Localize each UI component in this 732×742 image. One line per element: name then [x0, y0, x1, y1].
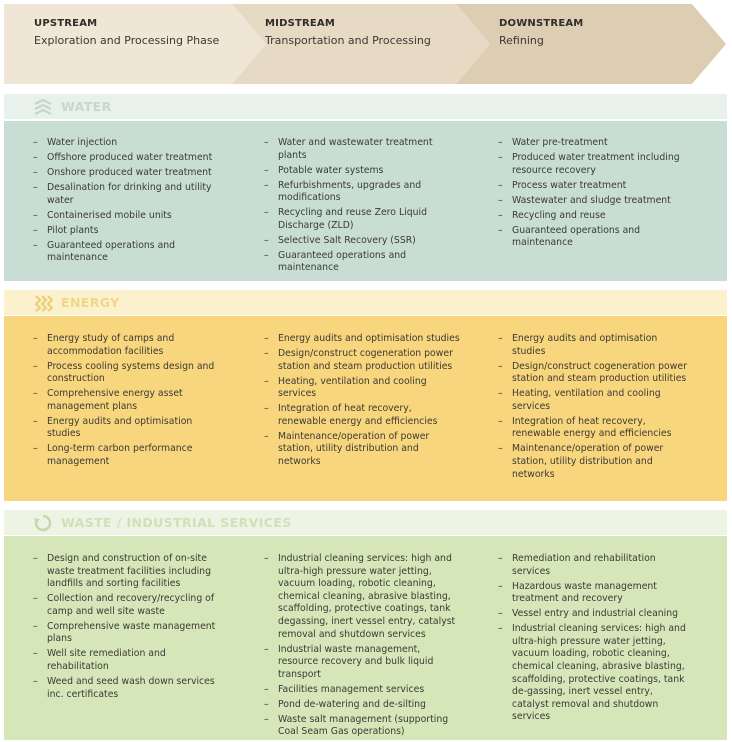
- bullet-dash: –: [33, 209, 38, 221]
- list-item-text: Energy audits and optimisation studies: [47, 415, 193, 440]
- section-header-energy: [4, 290, 727, 315]
- list-item-text: Industrial cleaning services: high and ultra-high pressure water jetting, vacuum loading, robotic cleaning, chemical cleaning, abrasive blasting, scaffolding, protective coatings, tank de-gassing, inert vessel entry, catalyst removal and shutdown services: [512, 623, 686, 723]
- stage-title: UPSTREAM: [34, 18, 98, 29]
- section-title: WATER: [61, 99, 112, 114]
- bullet-dash: –: [33, 648, 38, 660]
- list-item: [498, 210, 688, 223]
- list-item: [33, 593, 219, 618]
- list-item: [264, 403, 462, 428]
- bullet-dash: –: [264, 249, 269, 261]
- bullet-dash: –: [498, 443, 503, 455]
- list-item-text: Design/construct cogeneration power station and steam production utilities: [278, 347, 453, 372]
- water-downstream-list: [498, 137, 688, 252]
- chevron-downstream: [456, 4, 726, 84]
- list-item: [33, 676, 219, 701]
- bullet-dash: –: [264, 713, 269, 725]
- bullet-dash: –: [33, 239, 38, 251]
- section-title: WASTE / INDUSTRIAL SERVICES: [61, 515, 292, 530]
- bullet-dash: –: [264, 698, 269, 710]
- bullet-dash: –: [264, 207, 269, 219]
- bullet-dash: –: [498, 360, 503, 372]
- energy-upstream-list: [33, 333, 219, 471]
- water-upstream-list: [33, 137, 219, 267]
- bullet-dash: –: [264, 430, 269, 442]
- energy-midstream-list: [264, 333, 462, 471]
- list-item-text: Comprehensive waste management plans: [47, 620, 216, 645]
- list-item: [33, 182, 219, 207]
- list-item-text: Containerised mobile units: [47, 209, 172, 221]
- bullet-dash: –: [498, 388, 503, 400]
- list-item-text: Integration of heat recovery, renewable energy and efficiencies: [512, 415, 672, 440]
- list-item: [498, 361, 688, 386]
- bullet-dash: –: [264, 403, 269, 415]
- section-header-water: [4, 94, 727, 119]
- stage-upstream: [34, 18, 219, 47]
- list-item-text: Long-term carbon performance management: [47, 443, 193, 467]
- bullet-dash: –: [33, 224, 38, 236]
- list-item-text: Hazardous waste management treatment and recovery: [512, 580, 657, 605]
- list-item-text: Weed and seed wash down services inc. certificates: [47, 675, 215, 700]
- list-item-text: Industrial cleaning services: high and ultra-high pressure water jetting, vacuum loading, robotic cleaning, chemical cleaning, abrasive blasting, scaffolding, protective coatings, tank degassing, inert vessel entry, catalyst removal and shutdown services: [278, 553, 456, 640]
- list-item: [498, 333, 688, 358]
- list-item: [33, 416, 219, 441]
- list-item: [33, 240, 219, 265]
- bullet-dash: –: [264, 375, 269, 387]
- list-item: [264, 714, 462, 739]
- list-item-text: Pond de-watering and de-silting: [278, 698, 426, 710]
- list-item: [264, 348, 462, 373]
- bullet-dash: –: [33, 151, 38, 163]
- stage-subtitle: Refining: [499, 34, 544, 47]
- waste-upstream-list: [33, 553, 219, 703]
- bullet-dash: –: [33, 553, 38, 564]
- bullet-dash: –: [264, 179, 269, 191]
- list-item-text: Water injection: [47, 137, 118, 148]
- list-item-text: Industrial waste management, resource recovery and bulk liquid transport: [278, 643, 434, 680]
- waste-midstream-list: [264, 553, 462, 741]
- section-body-waste: [4, 536, 727, 740]
- bullet-dash: –: [33, 620, 38, 632]
- bullet-dash: –: [33, 166, 38, 178]
- bullet-dash: –: [33, 360, 38, 372]
- bullet-dash: –: [33, 333, 38, 344]
- list-item-text: Refurbishments, upgrades and modifications: [278, 179, 422, 204]
- list-item: [33, 137, 219, 150]
- list-item-text: Guaranteed operations and maintenance: [512, 224, 641, 249]
- energy-downstream-list: [498, 333, 688, 483]
- list-item-text: Design and construction of on-site waste treatment facilities including landfills and sorting facilities: [47, 553, 211, 590]
- bullet-dash: –: [33, 181, 38, 193]
- list-item: [264, 165, 462, 178]
- list-item: [264, 684, 462, 697]
- list-item-text: Well site remediation and rehabilitation: [47, 648, 166, 672]
- bullet-dash: –: [33, 415, 38, 427]
- list-item: [498, 225, 688, 250]
- list-item-text: Process cooling systems design and construction: [47, 360, 215, 385]
- list-item: [264, 250, 462, 275]
- list-item-text: Design/construct cogeneration power station and steam production utilities: [512, 360, 687, 385]
- energy-zigzag-icon: [32, 294, 54, 312]
- bullet-dash: –: [498, 580, 503, 592]
- list-item: [498, 623, 688, 724]
- list-item: [33, 388, 219, 413]
- list-item-text: Process water treatment: [512, 179, 627, 191]
- bullet-dash: –: [33, 443, 38, 455]
- stage-subtitle: Transportation and Processing: [265, 34, 431, 47]
- list-item-text: Comprehensive energy asset management plans: [47, 388, 183, 412]
- list-item-text: Recycling and reuse: [512, 209, 606, 221]
- list-item: [498, 443, 688, 481]
- list-item-text: Heating, ventilation and cooling services: [278, 375, 427, 400]
- list-item-text: Onshore produced water treatment: [47, 166, 212, 178]
- stage-midstream: [265, 18, 431, 47]
- bullet-dash: –: [264, 553, 269, 564]
- list-item: [264, 699, 462, 712]
- water-midstream-list: [264, 137, 462, 277]
- list-item: [33, 553, 219, 591]
- list-item: [264, 235, 462, 248]
- list-item-text: Vessel entry and industrial cleaning: [512, 608, 679, 620]
- bullet-dash: –: [498, 608, 503, 620]
- stage-title: DOWNSTREAM: [499, 18, 584, 29]
- section-title: ENERGY: [61, 295, 120, 310]
- list-item-text: Water pre-treatment: [512, 137, 608, 148]
- list-item: [264, 376, 462, 401]
- bullet-dash: –: [33, 388, 38, 400]
- list-item-text: Energy audits and optimisation studies: [512, 333, 658, 357]
- stage-downstream: [499, 18, 583, 47]
- section-body-water: [4, 121, 727, 281]
- list-item-text: Pilot plants: [47, 224, 99, 236]
- list-item-text: Guaranteed operations and maintenance: [278, 249, 407, 274]
- waste-downstream-list: [498, 553, 688, 726]
- list-item: [498, 581, 688, 606]
- bullet-dash: –: [498, 194, 503, 206]
- list-item: [498, 152, 688, 177]
- list-item: [264, 333, 462, 346]
- bullet-dash: –: [498, 137, 503, 148]
- bullet-dash: –: [264, 164, 269, 176]
- list-item-text: Offshore produced water treatment: [47, 151, 213, 163]
- list-item: [33, 443, 219, 468]
- list-item: [33, 648, 219, 673]
- bullet-dash: –: [264, 643, 269, 655]
- list-item: [498, 416, 688, 441]
- bullet-dash: –: [498, 415, 503, 427]
- list-item-text: Energy study of camps and accommodation facilities: [47, 333, 175, 357]
- list-item-text: Recycling and reuse Zero Liquid Discharge (ZLD): [278, 207, 427, 231]
- list-item-text: Collection and recovery/recycling of camp and well site waste: [47, 593, 215, 617]
- list-item: [33, 621, 219, 646]
- section-body-energy: [4, 316, 727, 501]
- list-item-text: Produced water treatment including resource recovery: [512, 151, 680, 176]
- list-item-text: Maintenance/operation of power station, utility distribution and networks: [278, 430, 430, 467]
- list-item: [264, 644, 462, 682]
- list-item: [498, 553, 688, 578]
- bullet-dash: –: [498, 333, 503, 344]
- list-item-text: Remediation and rehabilitation services: [512, 553, 656, 577]
- bullet-dash: –: [498, 623, 503, 635]
- list-item: [264, 207, 462, 232]
- list-item: [33, 333, 219, 358]
- list-item-text: Integration of heat recovery, renewable energy and efficiencies: [278, 403, 438, 427]
- bullet-dash: –: [498, 553, 503, 564]
- stage-subtitle: Exploration and Processing Phase: [34, 34, 220, 47]
- list-item-text: Potable water systems: [278, 164, 384, 176]
- list-item-text: Water and wastewater treatment plants: [278, 137, 433, 161]
- list-item: [498, 608, 688, 621]
- list-item-text: Energy audits and optimisation studies: [278, 333, 460, 344]
- bullet-dash: –: [498, 179, 503, 191]
- stage-title: MIDSTREAM: [265, 18, 336, 29]
- bullet-dash: –: [498, 209, 503, 221]
- list-item-text: Maintenance/operation of power station, utility distribution and networks: [512, 443, 664, 480]
- bullet-dash: –: [264, 137, 269, 148]
- list-item: [498, 388, 688, 413]
- list-item-text: Guaranteed operations and maintenance: [47, 239, 176, 264]
- bullet-dash: –: [33, 675, 38, 687]
- list-item-text: Wastewater and sludge treatment: [512, 194, 671, 206]
- list-item-text: Heating, ventilation and cooling services: [512, 388, 661, 412]
- list-item-text: Selective Salt Recovery (SSR): [278, 234, 416, 246]
- bullet-dash: –: [33, 593, 38, 605]
- bullet-dash: –: [264, 683, 269, 695]
- bullet-dash: –: [498, 224, 503, 236]
- list-item-text: Waste salt management (supporting Coal Seam Gas operations): [278, 713, 449, 738]
- list-item: [264, 180, 462, 205]
- recycle-circle-icon: [32, 514, 54, 532]
- list-item: [498, 137, 688, 150]
- list-item-text: Facilities management services: [278, 683, 425, 695]
- list-item: [498, 195, 688, 208]
- list-item-text: Desalination for drinking and utility water: [47, 181, 212, 206]
- bullet-dash: –: [498, 151, 503, 163]
- bullet-dash: –: [33, 137, 38, 148]
- list-item: [264, 431, 462, 469]
- water-waves-icon: [32, 98, 54, 116]
- list-item: [264, 553, 462, 641]
- bullet-dash: –: [264, 333, 269, 344]
- list-item: [264, 137, 462, 162]
- list-item: [33, 361, 219, 386]
- list-item: [33, 210, 219, 223]
- list-item: [498, 180, 688, 193]
- list-item: [33, 152, 219, 165]
- bullet-dash: –: [264, 234, 269, 246]
- section-header-waste: [4, 510, 727, 535]
- bullet-dash: –: [264, 347, 269, 359]
- list-item: [33, 225, 219, 238]
- list-item: [33, 167, 219, 180]
